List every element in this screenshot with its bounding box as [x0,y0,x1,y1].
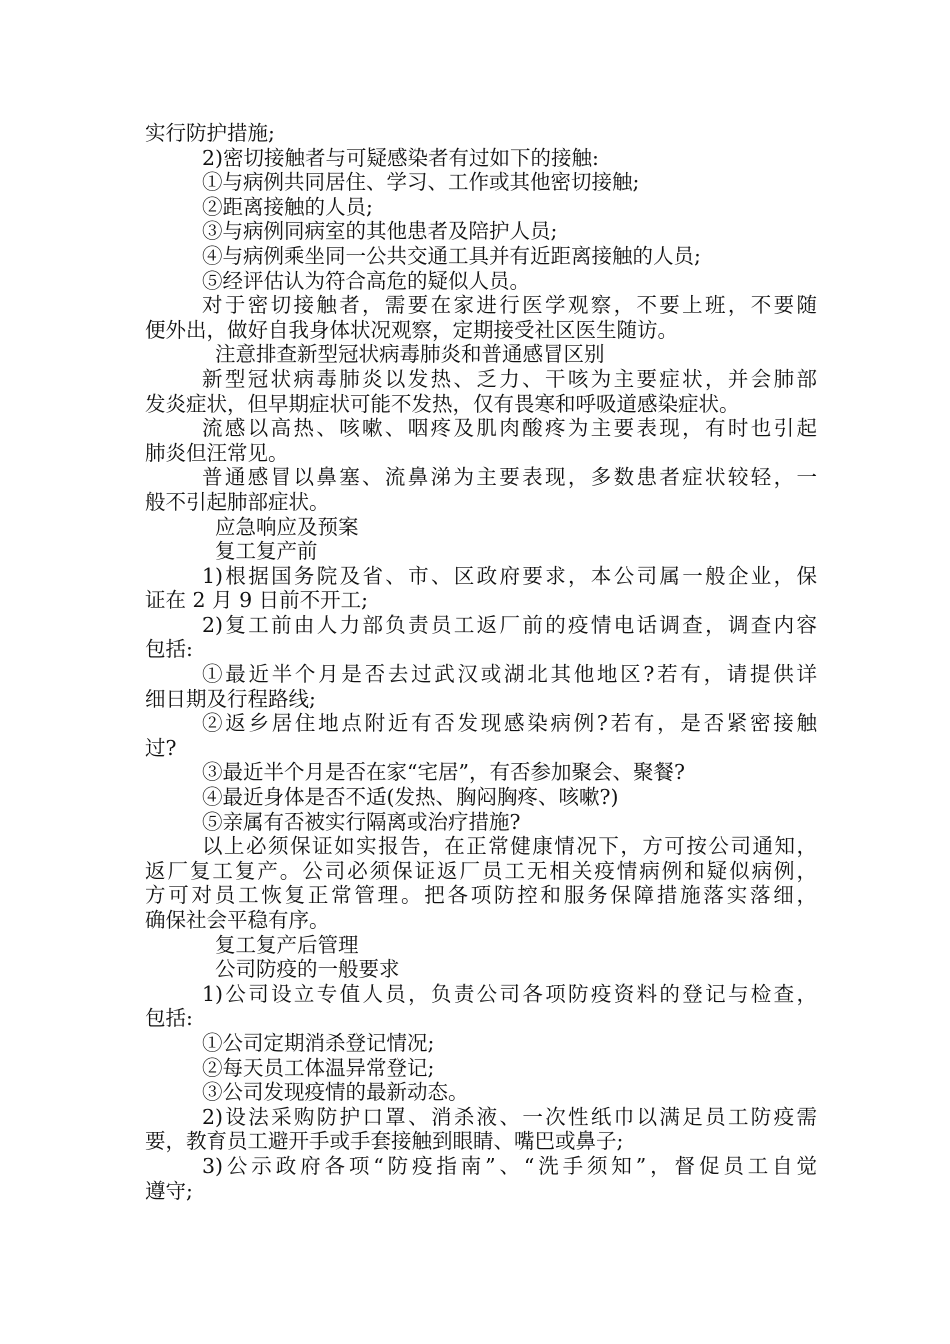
text-line: 要，教育员工避开手或手套接触到眼睛、嘴巴或鼻子; [145,1129,624,1154]
text-line: 注意排查新型冠状病毒肺炎和普通感冒区别 [215,342,605,367]
text-line: ②距离接触的人员; [202,194,373,219]
text-line: 复工复产前 [215,539,318,564]
text-line: 1)公司设立专值人员，负责公司各项防疫资料的登记与检查， [202,981,817,1006]
text-line: ③最近半个月是否在家“宅居”，有否参加聚会、聚餐? [202,760,685,785]
text-line: ③与病例同病室的其他患者及陪护人员; [202,219,558,244]
text-line: 复工复产后管理 [215,932,359,957]
text-line: 包括: [145,1006,193,1031]
text-line: ⑤亲属有否被实行隔离或治疗措施? [202,809,521,834]
text-line: 过? [145,735,177,760]
text-line: ②每天员工体温异常登记; [202,1055,435,1080]
text-line: 包括: [145,637,193,662]
text-line: 细日期及行程路线; [145,686,316,711]
document-body [145,121,817,1203]
text-line: 流感以高热、咳嗽、咽疼及肌肉酸疼为主要表现，有时也引起 [202,416,817,441]
text-line: 2)复工前由人力部负责员工返厂前的疫情电话调查，调查内容 [202,612,817,637]
text-line: ③公司发现疫情的最新动态。 [202,1080,469,1105]
text-line: 3)公示政府各项“防疫指南”、“洗手须知”，督促员工自觉 [202,1153,817,1178]
text-line: ①与病例共同居住、学习、工作或其他密切接触; [202,170,640,195]
text-line: 普通感冒以鼻塞、流鼻涕为主要表现，多数患者症状较轻，一 [202,465,817,490]
text-line: 确保社会平稳有序。 [145,908,330,932]
text-line: 1)根据国务院及省、市、区政府要求，本公司属一般企业，保 [202,563,817,588]
text-line: 对于密切接触者，需要在家进行医学观察，不要上班，不要随 [202,293,817,318]
text-line: 公司防疫的一般要求 [215,957,400,982]
text-line: 2)设法采购防护口罩、消杀液、一次性纸巾以满足员工防疫需 [202,1104,817,1129]
text-line: 新型冠状病毒肺炎以发热、乏力、干咳为主要症状，并会肺部 [202,366,817,391]
text-line: ④与病例乘坐同一公共交通工具并有近距离接触的人员; [202,243,701,268]
text-line: 应急响应及预案 [215,514,359,539]
text-line: ④最近身体是否不适(发热、胸闷胸疼、咳嗽?) [202,785,619,810]
text-line: 实行防护措施; [145,121,275,145]
text-line: 发炎症状，但早期症状可能不发热，仅有畏寒和呼吸道感染症状。 [145,391,740,416]
text-line: ⑤经评估认为符合高危的疑似人员。 [202,268,530,293]
text-line: 方可对员工恢复正常管理。把各项防控和服务保障措施落实落细， [145,883,817,908]
text-line: ②返乡居住地点附近有否发现感染病例?若有，是否紧密接触 [202,711,817,736]
text-line: 肺炎但汪常见。 [145,440,289,465]
text-line: 般不引起肺部症状。 [145,489,330,514]
text-line: 便外出，做好自我身体状况观察，定期接受社区医生随访。 [145,317,678,342]
text-line: 以上必须保证如实报告，在正常健康情况下，方可按公司通知， [202,834,817,859]
text-line: 返厂复工复产。公司必须保证返厂员工无相关疫情病例和疑似病例， [145,858,817,883]
text-line: 证在 2 月 9 日前不开工; [145,588,369,613]
text-line: ①公司定期消杀登记情况; [202,1030,435,1055]
text-line: ①最近半个月是否去过武汉或湖北其他地区?若有，请提供详 [202,662,817,687]
text-line: 遵守; [145,1178,193,1203]
text-line: 2)密切接触者与可疑感染者有过如下的接触: [202,145,599,170]
